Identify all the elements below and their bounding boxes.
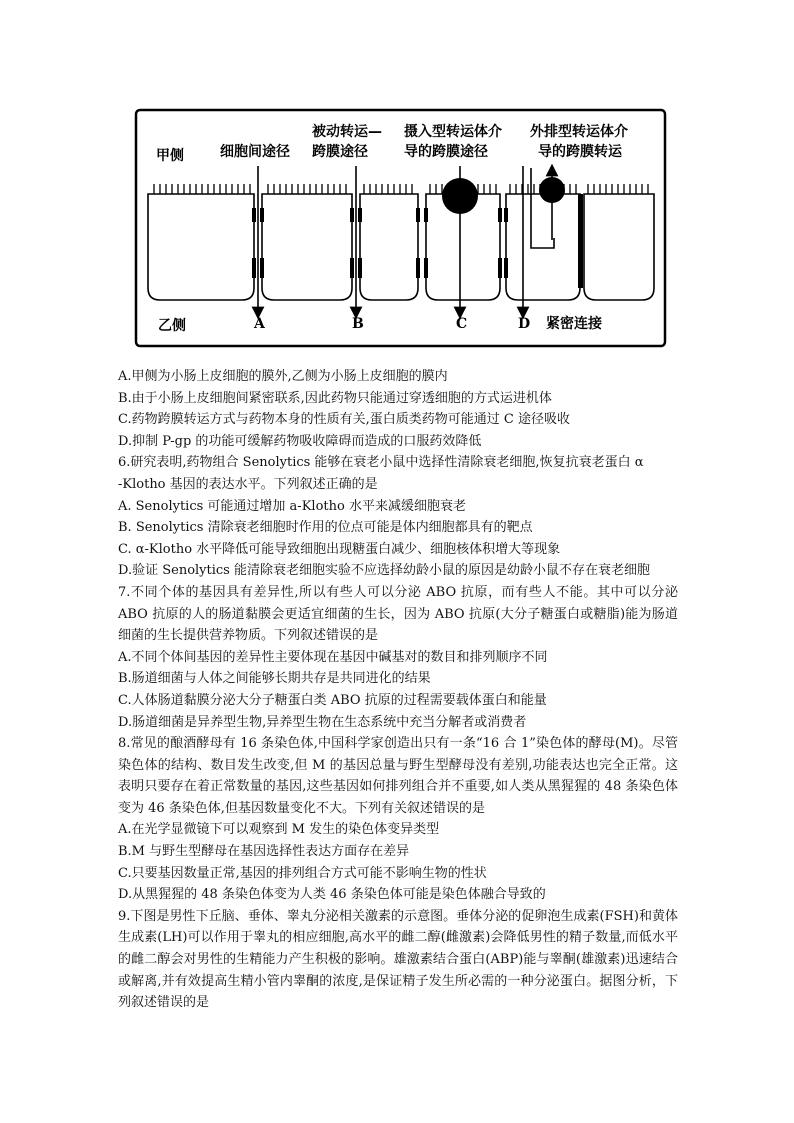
q6-stem-line2: -Klotho 基因的表达水平。下列叙述正确的是: [118, 476, 378, 492]
pathway-letter-c: C: [456, 316, 468, 332]
passive-label-line2: 跨膜途径: [312, 144, 368, 160]
q7-option-d: D.肠道细菌是异养型生物,异养型生物在生态系统中充当分解者或消费者: [118, 714, 527, 730]
q8-option-b: B.M 与野生型酵母在基因选择性表达方面存在差异: [118, 844, 410, 860]
q7-option-c: C.人体肠道黏膜分泌大分子糖蛋白类 ABO 抗原的过程需要载体蛋白和能量: [118, 692, 547, 708]
intestinal-transport-figure: [134, 108, 667, 348]
pathway-letter-b: B: [352, 316, 364, 332]
tight-junction-label: 紧密连接: [546, 316, 602, 332]
q8-stem: 8.常见的酿酒酵母有 16 条染色体,中国科学家创造出只有一条“16 合 1”染色体的酵母(M)。尽管染色体的结构、数目发生改变,但 M 的基因总量与野生型酵母没有差别,功能表达也完全正常。这表明只要存在着正常数量的基因,这些基因如何排列组合并不重要,如人类从黑猩猩的 48 条染色体变为 46 条染色体,但基因数量变化不大。下列有关叙述错误的是: [118, 736, 678, 816]
q6-option-d: D.验证 Senolytics 能清除衰老细胞实验不应选择幼龄小鼠的原因是幼龄小鼠不存在衰老细胞: [118, 563, 650, 579]
q8-option-d: D.从黑猩猩的 48 条染色体变为人类 46 条染色体可能是染色体融合导致的: [118, 887, 546, 903]
q8-option-c: C.只要基因数量正常,基因的排列组合方式可能不影响生物的性状: [118, 865, 487, 881]
q6-option-c: C. α-Klotho 水平降低可能导致细胞出现糖蛋白减少、细胞核体积增大等现象: [118, 541, 561, 557]
microvilli: [154, 184, 648, 194]
q5-option-a: A.甲侧为小肠上皮细胞的膜外,乙侧为小肠上皮细胞的膜内: [118, 369, 448, 384]
question-text: [118, 366, 678, 1014]
paracellular-label: 细胞间途径: [220, 144, 290, 160]
influx-label-line1: 摄入型转运体介: [404, 124, 502, 140]
q9-stem: 9.下图是男性下丘脑、垂体、睾丸分泌相关激素的示意图。垂体分泌的促卵泡生成素(FSH)和黄体生成素(LH)可以作用于睾丸的相应细胞,高水平的雌二醇(雌激素)会降低男性的精子数量,而低水平的雌二醇会对男性的生精能力产生积极的影响。雄激素结合蛋白(ABP)能与睾酮(雄激素)迅速结合或解离,并有效提高生精小管内睾酮的浓度,是保证精子发生所必需的一种分泌蛋白。据图分析，下列叙述错误的是: [118, 908, 678, 1011]
side-bottom-label: 乙侧: [158, 318, 186, 334]
q5-option-c: C.药物跨膜转运方式与药物本身的性质有关,蛋白质类药物可能通过 C 途径吸收: [118, 412, 570, 428]
q6-option-a: A. Senolytics 可能通过增加 a-Klotho 水平来减缓细胞衰老: [118, 498, 466, 514]
passive-label-line1: 被动转运—: [312, 124, 382, 140]
q7-option-a: A.不同个体间基因的差异性主要体现在基因中碱基对的数目和排列顺序不同: [118, 649, 548, 665]
q5-option-b: B.由于小肠上皮细胞间紧密联系,因此药物只能通过穿透细胞的方式运进机体: [118, 390, 552, 406]
efflux-label-line2: 导的跨膜转运: [538, 144, 622, 160]
pathway-letter-a: A: [254, 316, 265, 332]
q6-stem-line1: 6.研究表明,药物组合 Senolytics 能够在衰老小鼠中选择性清除衰老细胞,恢复抗衰老蛋白 α: [118, 455, 644, 471]
efflux-label-line1: 外排型转运体介: [530, 124, 628, 140]
influx-label-line2: 导的跨膜途径: [404, 144, 488, 160]
q7-stem: 7.不同个体的基因具有差异性,所以有些人可以分泌 ABO 抗原，而有些人不能。其中可以分泌 ABO 抗原的人的肠道黏膜会更适宜细菌的生长，因为 ABO 抗原(大分子糖蛋白或糖脂)能为肠道细菌的生长提供营养物质。下列叙述错误的是: [118, 584, 678, 644]
q6-option-b: B. Senolytics 清除衰老细胞时作用的位点可能是体内细胞都具有的靶点: [118, 520, 533, 536]
q8-option-a: A.在光学显微镜下可以观察到 M 发生的染色体变异类型: [118, 822, 440, 838]
side-top-label: 甲侧: [156, 148, 184, 164]
q5-option-d: D.抑制 P-gp 的功能可缓解药物吸收障碍而造成的口服药效降低: [118, 433, 482, 449]
q7-option-b: B.肠道细菌与人体之间能够长期共存是共同进化的结果: [118, 671, 431, 687]
pathway-letter-d: D: [518, 316, 531, 332]
